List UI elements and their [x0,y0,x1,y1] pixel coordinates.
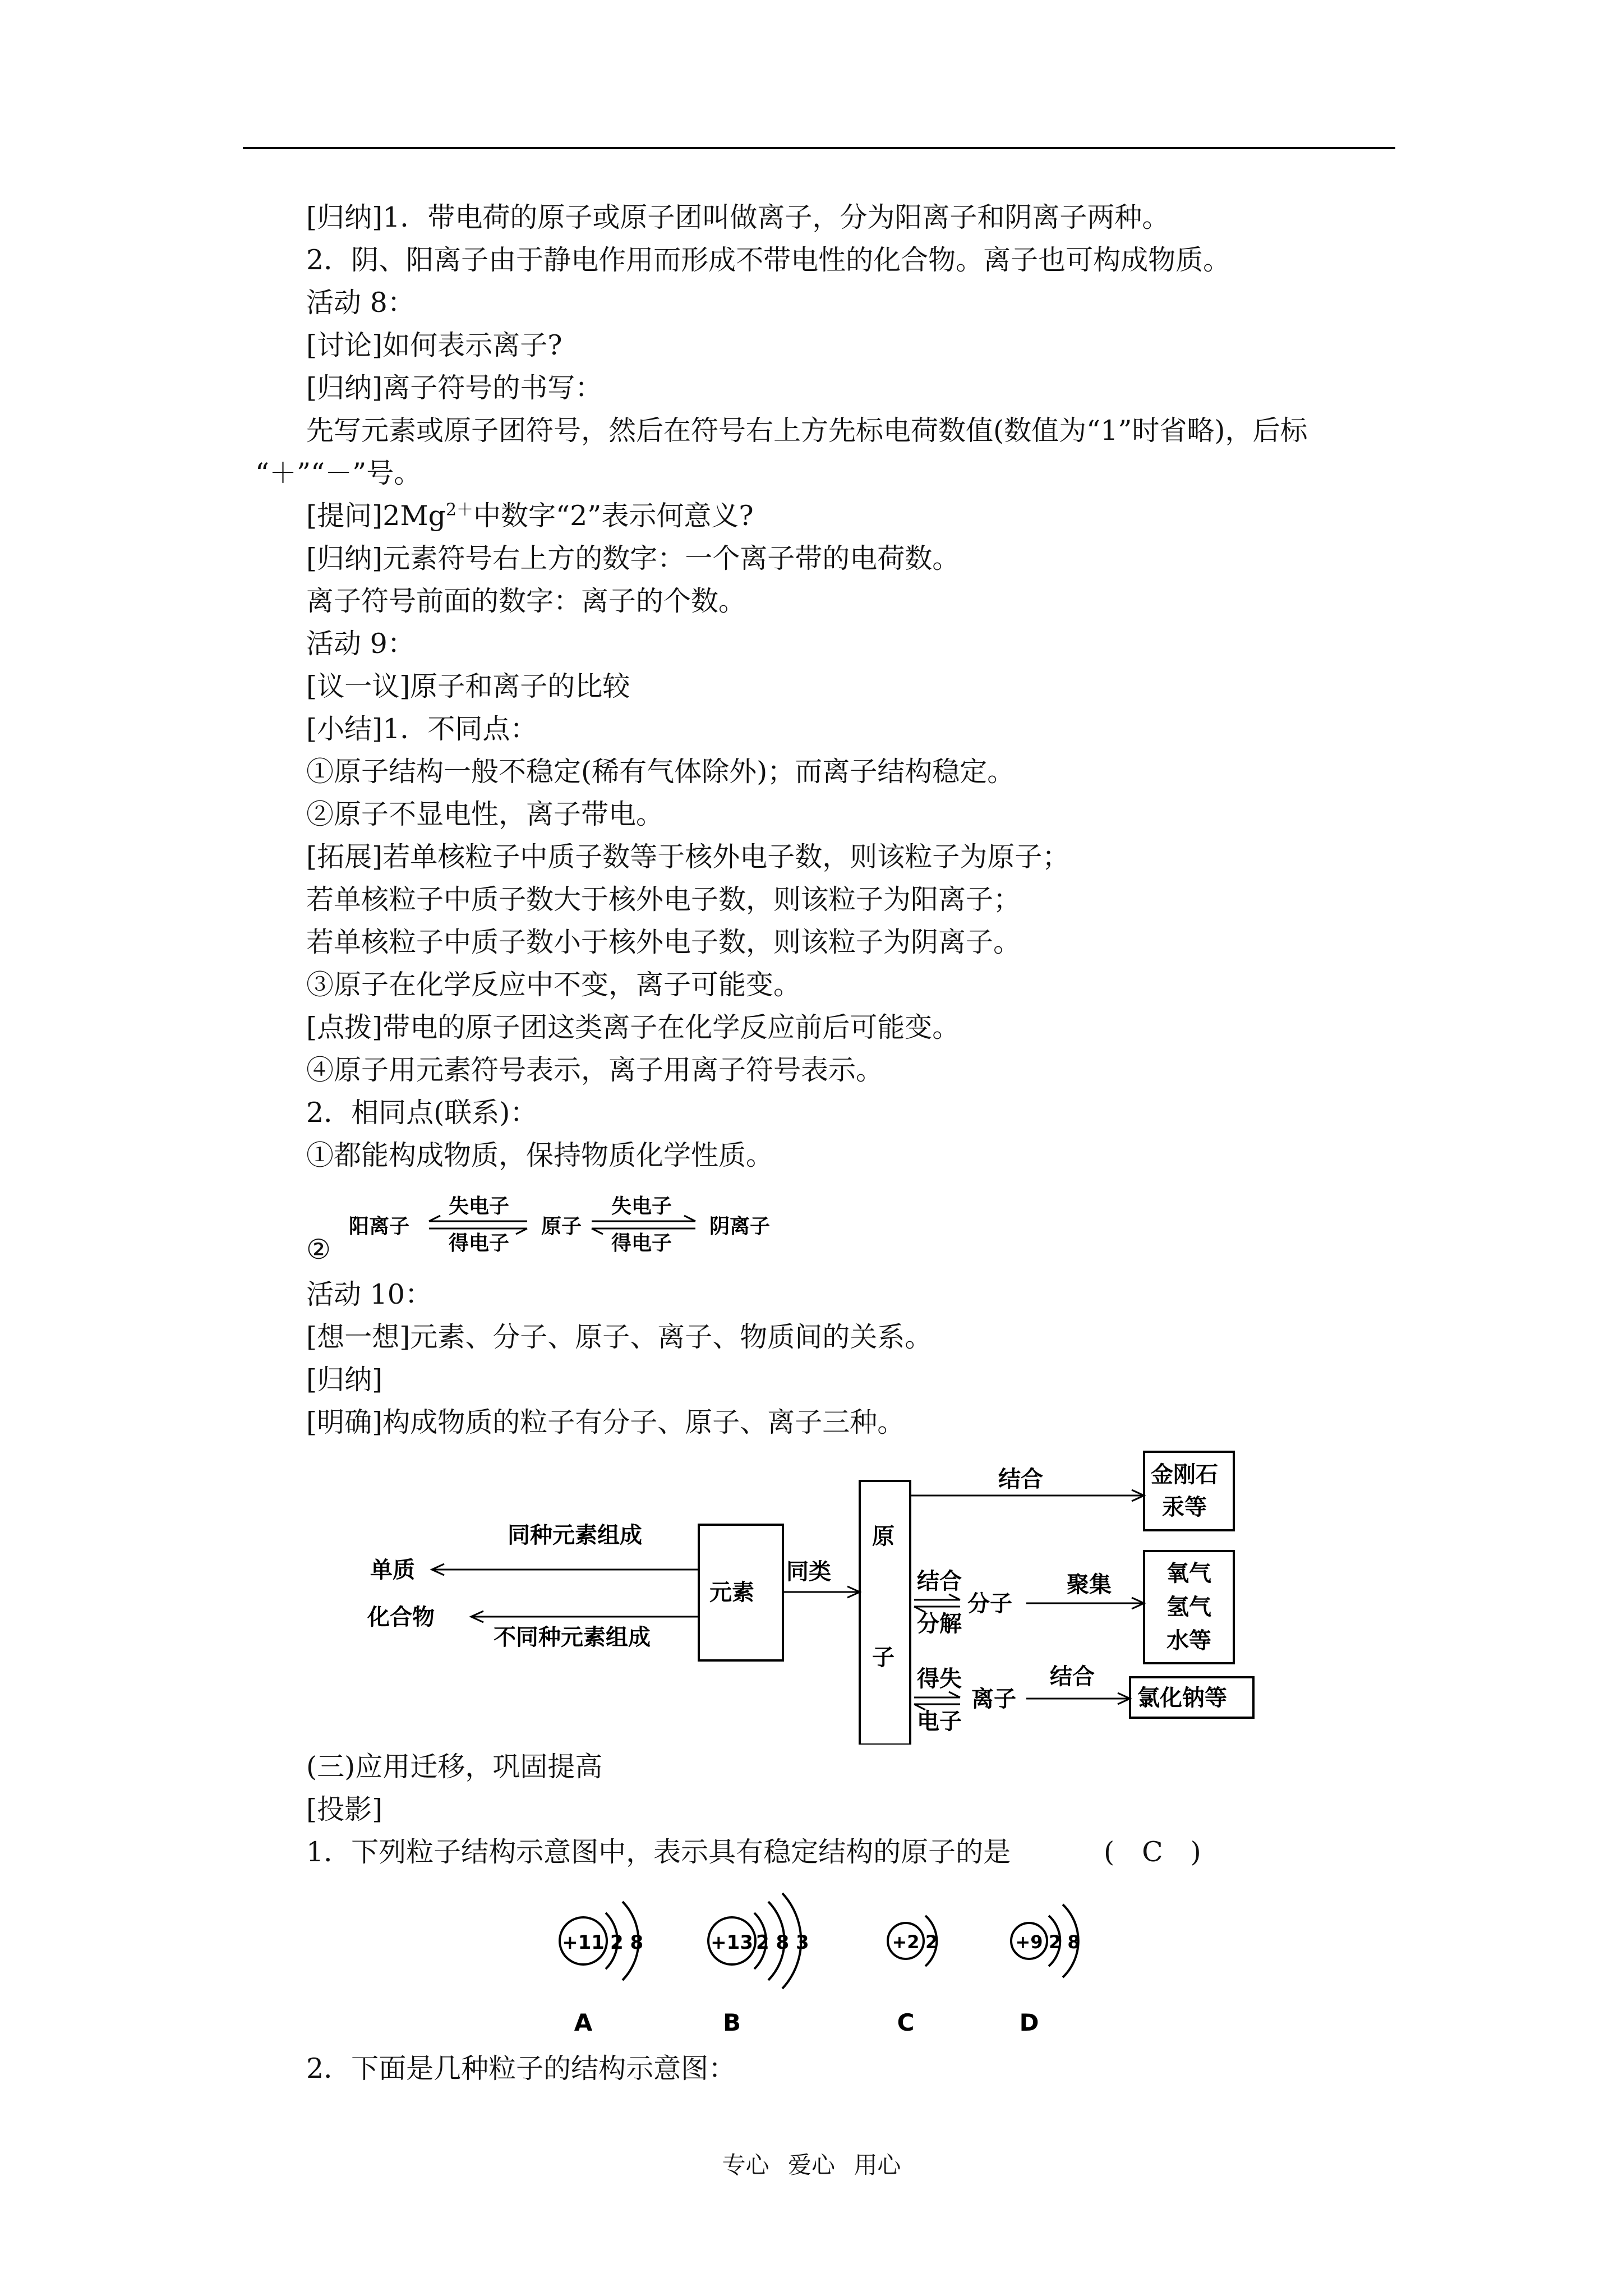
ion-label: 离子 [971,1686,1016,1712]
shell-electrons: 2 8 3 [756,1931,809,1954]
gain-electron-label: 得电子 [449,1232,510,1255]
simple-substance-label: 单质 [370,1557,415,1583]
atom-label: 原子 [541,1215,582,1238]
text-line [306,499,754,533]
option-label-a: A [574,2009,593,2036]
text-line: [归纳]离子符号的书写： [306,372,603,404]
shell-electrons: 2 [925,1931,938,1953]
text-fragment: 中数字“2”表示何意义? [473,500,754,532]
combine-label: 结合 [1050,1664,1095,1690]
text-line: [明确]构成物质的粒子有分子、原子、离子三种。 [306,1406,905,1438]
text-line: ①都能构成物质，保持物质化学性质。 [306,1139,774,1171]
text-line: 离子符号前面的数字：离子的个数。 [306,585,746,617]
page-footer [0,2151,1623,2179]
text-line: [议一议]原子和离子的比较 [306,670,630,702]
text-line: 活动 9： [306,628,415,660]
text-line: 活动 8： [306,287,415,319]
molecule-label: 分子 [967,1591,1012,1617]
option-label-d: D [1019,2009,1039,2036]
atom-bottom-label: 子 [872,1645,895,1671]
atom-top-label: 原 [872,1524,895,1549]
element-label: 元素 [709,1580,754,1605]
gain-electron-label: 得电子 [611,1232,672,1255]
compound-label: 化合物 [367,1604,435,1630]
oxygen-label: 氧气 [1166,1561,1211,1586]
option-label-c: C [897,2009,915,2036]
lose-electron-label: 失电子 [449,1195,510,1218]
question-1: 1．下列粒子结构示意图中，表示具有稳定结构的原子的是 [306,1836,1011,1868]
text-line: [想一想]元素、分子、原子、离子、物质间的关系。 [306,1321,933,1353]
different-element-label: 不同种元素组成 [494,1625,651,1650]
diamond-label: 金刚石 [1151,1462,1218,1488]
text-line: ④原子用元素符号表示，离子用离子符号表示。 [306,1054,884,1086]
atom-diagram-d [1011,1904,1080,2036]
text-line: [拓展]若单核粒子中质子数等于核外电子数，则该粒子为原子； [306,841,1070,873]
header-rule [243,147,1395,149]
text-line: [讨论]如何表示离子? [306,329,562,361]
electron-label: 电子 [917,1709,962,1734]
anion-label: 阴离子 [709,1215,771,1238]
text-line: [归纳]元素符号右上方的数字：一个离子带的电荷数。 [306,542,960,574]
text-line: [小结]1．不同点： [306,713,538,745]
text-line: (三)应用迁移，巩固提高 [306,1751,603,1783]
text-line: [归纳]1．带电荷的原子或原子团叫做离子，分为阳离子和阴离子两种。 [306,201,1170,233]
atom-diagram-a [560,1902,643,2036]
nucleus-label: +9 [1015,1931,1043,1953]
text-line: [投影] [306,1793,383,1825]
text-line: 先写元素或原子团符号，然后在符号右上方先标电荷数值(数值为“1”时省略)，后标 [306,415,1308,447]
same-element-label: 同种元素组成 [508,1522,642,1548]
question-1-answer: ( C ) [1104,1836,1201,1868]
shell-electrons: 2 8 [1049,1931,1080,1953]
gain-lose-label: 得失 [917,1666,962,1692]
text-line: 2．阴、阳离子由于静电作用而形成不带电性的化合物。离子也可构成物质。 [306,244,1231,276]
atom-diagram-b [708,1893,809,2036]
nucleus-label: +2 [892,1931,920,1953]
text-line: ②原子不显电性，离子带电。 [306,798,664,830]
hydrogen-label: 氢气 [1166,1594,1211,1620]
shell-electrons: 2 8 [610,1931,644,1954]
text-line: [点拨]带电的原子团这类离子在化学反应前后可能变。 [306,1011,960,1043]
text-fragment: [提问]2Mg [306,500,446,532]
text-line: ③原子在化学反应中不变，离子可能变。 [306,969,801,1001]
footer-word: 爱心 [787,2151,835,2179]
text-line: 若单核粒子中质子数小于核外电子数，则该粒子为阴离子。 [306,926,1021,958]
footer-word: 用心 [854,2151,901,2179]
substance-relationship-diagram [359,1442,1279,1745]
decompose-label: 分解 [917,1611,962,1637]
nucleus-label: +11 [562,1931,605,1954]
water-label: 水等 [1166,1628,1211,1654]
atom-structure-diagrams [538,1879,1110,2042]
question-2: 2．下面是几种粒子的结构示意图： [306,2053,736,2085]
list-number: ② [306,1234,331,1266]
text-line: 若单核粒子中质子数大于核外电子数，则该粒子为阳离子； [306,884,1021,915]
text-line: ①原子结构一般不稳定(稀有气体除外)；而离子结构稳定。 [306,756,1015,788]
lose-electron-label: 失电子 [611,1195,672,1218]
same-kind-label: 同类 [786,1559,831,1585]
combine-label: 结合 [998,1466,1043,1492]
gather-label: 聚集 [1067,1572,1112,1598]
footer-word: 专心 [722,2151,769,2179]
option-label-b: B [722,2009,741,2036]
sodium-chloride-label: 氯化钠等 [1137,1685,1227,1711]
atom-box [860,1481,910,1745]
combine-label: 结合 [917,1568,962,1594]
atom-diagram-c [888,1916,938,2036]
text-line: “＋”“－”号。 [255,457,422,489]
text-line: 活动 10： [306,1278,432,1310]
text-line: 2．相同点(联系)： [306,1097,538,1129]
nucleus-label: +13 [711,1931,753,1954]
text-line: [归纳] [306,1364,383,1396]
ion-relation-diagram [342,1186,802,1259]
charge-superscript: 2＋ [445,500,474,520]
cation-label: 阳离子 [349,1215,410,1238]
mercury-label: 汞等 [1162,1494,1207,1520]
